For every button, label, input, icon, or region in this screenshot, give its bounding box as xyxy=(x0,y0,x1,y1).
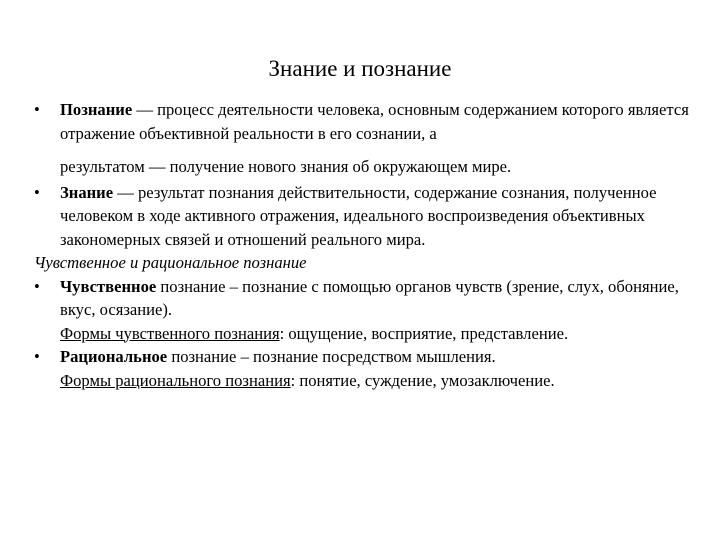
sensory-definition xyxy=(60,275,706,322)
knowledge-text: — результат познания действительности, содержание сознания, полученное человеком в ходе активного отражения, идеального воспроизведения объективных закономерных связей и отношений реального мира. xyxy=(60,182,657,249)
bullet: • xyxy=(34,182,40,202)
cognition-result: результатом — получение нового знания об окружающем мире. xyxy=(60,157,512,176)
list-item-knowledge xyxy=(34,181,706,252)
rational-definition xyxy=(60,345,706,369)
term-knowledge: Знание xyxy=(60,182,114,202)
sensory-forms-text: : ощущение, восприятие, представление. xyxy=(279,323,569,343)
rational-forms-text: : понятие, суждение, умозаключение. xyxy=(290,370,555,390)
list-item-cognition xyxy=(34,98,706,179)
sensory-text: познание – познание с помощью органов чувств (зрение, слух, обоняние, вкус, осязание). xyxy=(60,276,679,319)
knowledge-definition xyxy=(60,181,706,252)
rational-text: познание – познание посредством мышления. xyxy=(167,347,496,366)
term-sensory: Чувственное xyxy=(60,276,157,296)
cognition-definition xyxy=(60,98,706,145)
rational-forms-label: Формы рационального познания xyxy=(60,370,291,390)
sensory-forms-label: Формы чувственного познания xyxy=(60,323,280,343)
section-subheading: Чувственное и рациональное познание xyxy=(34,253,307,272)
bullet: • xyxy=(34,276,40,296)
rational-forms xyxy=(60,369,706,393)
cognition-text: — процесс деятельности человека, основным содержанием которого является отражение объективной реальности в его сознании, а xyxy=(60,100,689,143)
sensory-forms xyxy=(60,322,706,346)
list-item-sensory xyxy=(34,275,706,346)
term-cognition: Познание xyxy=(60,100,133,119)
slide-content xyxy=(34,98,706,392)
term-rational: Рациональное xyxy=(60,347,168,366)
slide-title: Знание и познание xyxy=(268,56,452,81)
list-item-rational xyxy=(34,345,706,392)
bullet: • xyxy=(34,347,40,366)
bullet: • xyxy=(34,100,40,119)
